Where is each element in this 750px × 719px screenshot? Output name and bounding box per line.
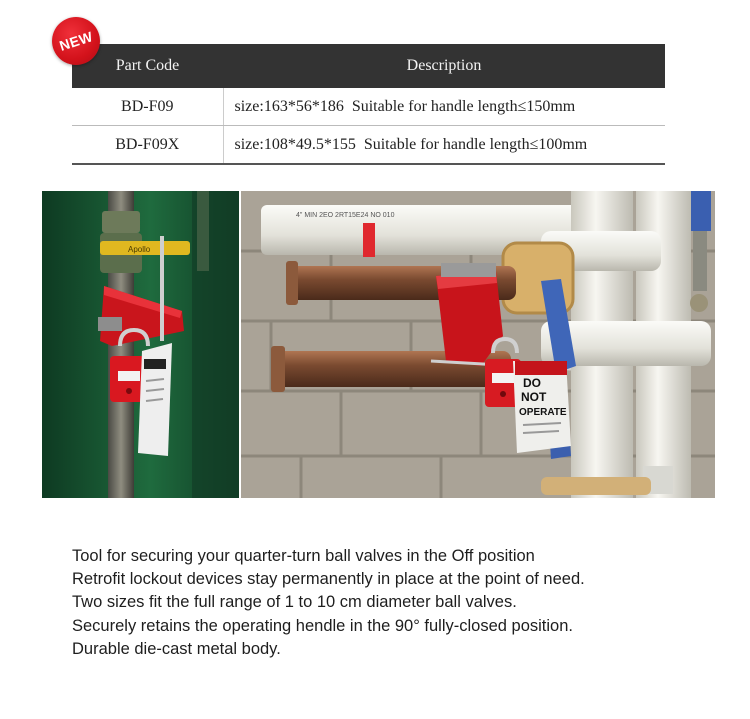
feature-item: Durable die-cast metal body. (72, 639, 281, 658)
valve-lockout-photo-icon (42, 191, 239, 498)
tag-line-1: DO (523, 376, 541, 390)
header-description: Description (223, 44, 665, 88)
photo-valve-lockout-closeup (42, 191, 239, 498)
header-part-code: Part Code (72, 44, 223, 88)
spec-table (72, 44, 665, 165)
new-badge-label: NEW (57, 28, 95, 54)
size-text: size:163*56*186 (234, 97, 344, 115)
table-row (72, 88, 665, 126)
size-text: size:108*49.5*155 (234, 135, 356, 153)
description-cell (223, 126, 665, 165)
feature-list (72, 545, 585, 661)
pipe-valve-lockout-photo-icon (241, 191, 715, 498)
tag-label: Apollo (128, 245, 151, 254)
part-code-cell: BD-F09 (72, 88, 223, 126)
feature-item: Securely retains the operating hendle in the 90° fully-closed position. (72, 616, 573, 635)
description-cell (223, 88, 665, 126)
feature-item: Two sizes fit the full range of 1 to 10 cm diameter ball valves. (72, 593, 517, 612)
suitable-text: Suitable for handle length≤150mm (351, 97, 576, 115)
table-row (72, 126, 665, 165)
feature-item: Retrofit lockout devices stay permanently in place at the point of need. (72, 570, 585, 589)
pipe-print-text: 4" MIN 2EO 2RT15E24 NO 010 (296, 212, 395, 219)
photo-pipe-valve-lockout (241, 191, 715, 498)
tag-line-2: NOT (521, 390, 547, 404)
new-badge (52, 17, 100, 65)
tag-line-3: OPERATE (519, 407, 567, 418)
feature-item: Tool for securing your quarter-turn ball valves in the Off position (72, 547, 535, 565)
spec-table-header (72, 44, 665, 88)
part-code-cell: BD-F09X (72, 126, 223, 165)
suitable-text: Suitable for handle length≤100mm (363, 135, 588, 153)
